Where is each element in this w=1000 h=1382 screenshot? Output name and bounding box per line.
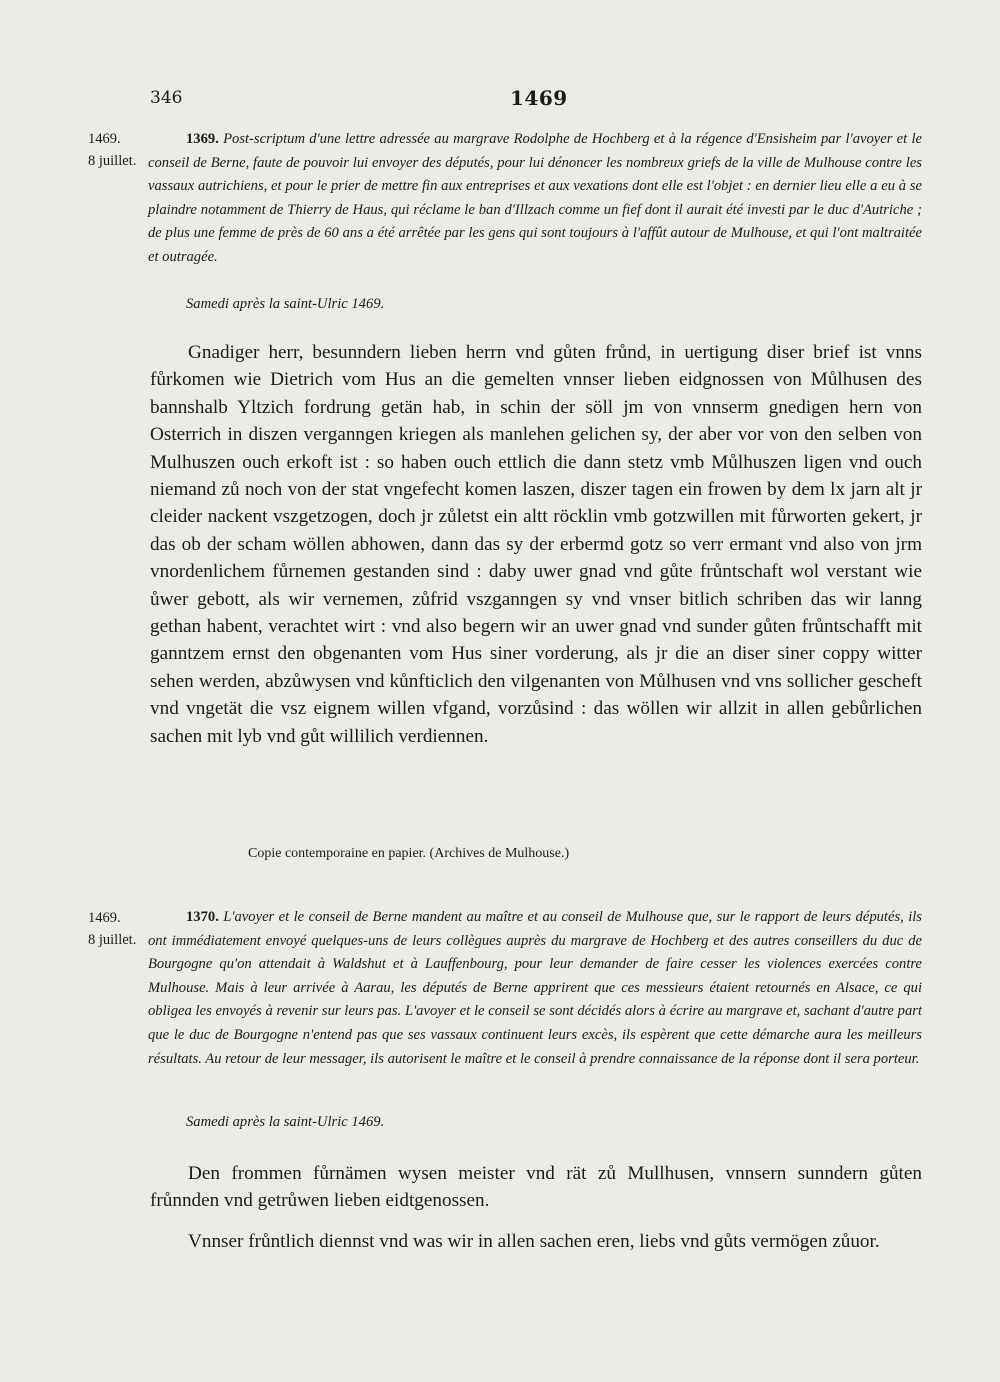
running-head	[150, 88, 930, 118]
document-number: 1370.	[186, 909, 219, 925]
margin-date-1369	[88, 128, 148, 172]
page-number: 346	[150, 88, 183, 108]
running-year: 1469	[510, 86, 568, 110]
source-note-1369: Copie contemporaine en papier. (Archives de Mulhouse.)	[248, 846, 570, 861]
entry-dating-1370: Samedi après la saint-Ulric 1469.	[186, 1114, 385, 1130]
summary-text: L'avoyer et le conseil de Berne mandent au maître et au conseil de Mulhouse que, sur le rapport de leurs députés, ils ont immédiatement envoyé quelques-uns de leurs collègues auprès du margrave de Hochberg et des autres conseillers du duc de Bourgogne qu'on attendait à Waldshut et à Lauffenbourg, pour leur demander de faire cesser les violences exercées contre Mulhouse. Mais à leur arrivée à Aarau, les députés de Berne apprirent que ces messieurs étaient retournés en Alsace, ce qui obligea les envoyés à revenir sur leurs pas. L'avoyer et le conseil se sont décidés alors à écrire au margrave et, sachant d'autre part que le duc de Bourgogne n'entend pas que ses vassaux continuent leurs excès, ils espèrent que cette démarche aura les meilleurs résultats. Au retour de leur messager, ils autorisent le maître et le conseil à prendre connaissance de la réponse dont il sera porteur.	[148, 909, 922, 1067]
margin-year: 1469.	[88, 131, 121, 147]
entry-summary-1370	[148, 906, 922, 1071]
entry-dating-1369: Samedi après la saint-Ulric 1469.	[186, 296, 385, 312]
entry-summary-1369	[148, 128, 922, 270]
margin-year: 1469.	[88, 910, 121, 926]
margin-day: 8 juillet.	[88, 153, 137, 169]
letter-text-1369: Gnadiger herr, besunndern lieben herrn vnd gůten frůnd, in uertigung diser brief ist vnns fůrkomen wie Dietrich vom Hus an die gemelten vnnser lieben eidgnossen von Můlhusen des bannshalb Yltzich fordrung getän hab, in schin der söll jm von vnnserm gnedigen hern von Osterrich in diszen verganngen kriegen als manlehen gelichen sy, der aber vor von den selben von Mulhuszen ouch erkoft ist : so haben ouch ettlich die dann stetz vmb Můlhuszen ligen vnd ouch niemand zů noch von der stat vngefecht komen laszen, diszer tagen ein frowen by dem lx jarn alt jr cleider nackent vszgetzogen, doch jr zůletst ein altt röcklin vmb gotzwillen mit fůrworten gekert, jr das ob der scham wöllen abhowen, dann das sy der erbermd gotz so verr ermant vnd also von jrm vnordenlichem fůrnemen gestanden sind : daby uwer gnad vnd gůte frůntschaft wol verstant wie ůwer gebott, als wir vernemen, zůfrid vszganngen sy vnd vnser bitlich schriben das wir lanng gethan habent, verachtet wirt : vnd also begern wir an uwer gnad vnd sunder gůten frůntschafft mit ganntzem ernst den obgenanten vom Hus siner vorderung, als jr die an diser siner coppy witter sehen werden, abzůwysen vnd kůnfticlich den vilgenanten von Můlhusen vnd vns sollicher gescheft vnd vngetät die vsz eignem willen vfgand, vorzůsind : das wöllen wir allzit in allen gebůrlichen sachen mit lyb vnd gůt willilich verdiennen.	[150, 342, 922, 747]
letter-greeting-1370: Vnnser frůntlich diennst vnd was wir in allen sachen eren, liebs vnd gůts vermögen zůuor.	[188, 1231, 880, 1252]
letter-address-1370: Den frommen fůrnämen wysen meister vnd rät zů Mullhusen, vnnsern sunndern gůten frůnnden vnd getrůwen lieben eidtgenossen.	[150, 1163, 922, 1212]
margin-date-1370	[88, 907, 148, 951]
document-number: 1369.	[186, 131, 219, 147]
margin-day: 8 juillet.	[88, 932, 137, 948]
summary-text: Post-scriptum d'une lettre adressée au margrave Rodolphe de Hochberg et à la régence d'Ensisheim par l'avoyer et le conseil de Berne, faute de pouvoir lui envoyer des députés, pour lui dénoncer les nombreux griefs de la ville de Mulhouse contre les vassaux autrichiens, et pour le prier de mettre fin aux entreprises et aux vexations dont elle est l'objet : en dernier lieu elle a eu à se plaindre notamment de Thierry de Haus, qui réclame le ban d'Illzach comme un fief dont il aurait été investi par le duc d'Autriche ; de plus une femme de près de 60 ans a été arrêtée par les gens qui sont toujours à l'affût autour de Mulhouse, et qui l'ont maltraitée et outragée.	[148, 131, 922, 265]
